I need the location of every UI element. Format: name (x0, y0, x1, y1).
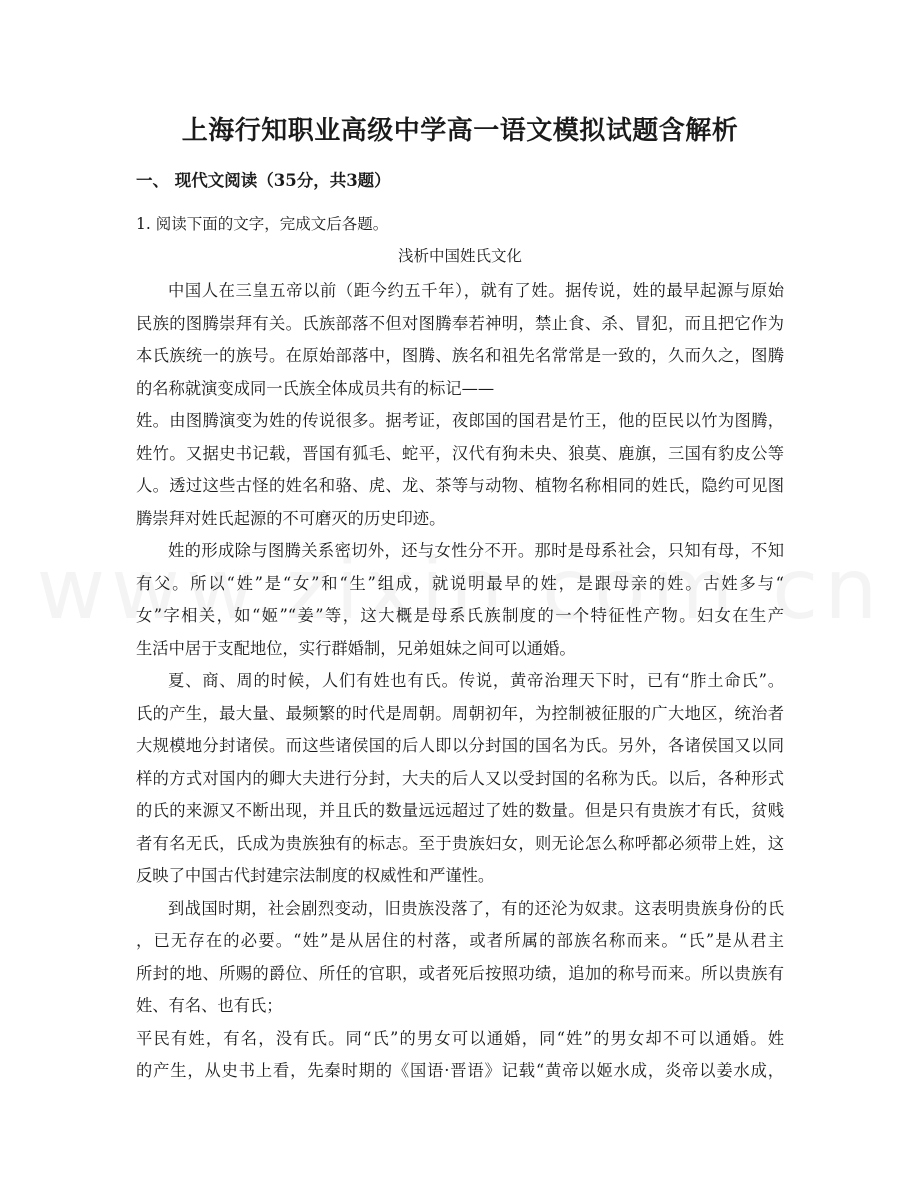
text-line: 者有名无氏，氏成为贵族独有的标志。至于贵族妇女，则无论怎么称呼都必须带上姓，这 (136, 833, 784, 853)
text-line: 姓的形成除与图腾关系密切外，还与女性分不开。那时是母系社会，只知有母，不知 (168, 541, 784, 560)
text-line: 反映了中国古代封建宗法制度的权威性和严谨性。 (136, 866, 495, 885)
text-line: 中国人在三皇五帝以前（距今约五千年），就有了姓。据传说，姓的最早起源与原始 (168, 281, 784, 300)
text-line: 样的方式对国内的卿大夫进行分封，大夫的后人又以受封国的名称为氏。以后，各种形式 (136, 768, 784, 788)
text-line: 姓竹。又据史书记载，晋国有狐毛、蛇平，汉代有狗未央、狼莫、鹿旗，三国有豹皮公等 (136, 443, 784, 463)
text-line: 有父。所以“姓”是“女”和“生”组成，就说明最早的姓，是跟母亲的姓。古姓多与“ (136, 573, 784, 593)
text-line: 腾崇拜对姓氏起源的不可磨灭的历史印迹。 (136, 508, 446, 528)
text-line: 女”字相关，如“姬”“姜”等，这大概是母系氏族制度的一个特征性产物。妇女在生产 (136, 606, 784, 625)
text-line: 到战国时期，社会剧烈变动，旧贵族没落了，有的还沦为奴隶。这表明贵族身份的氏 (168, 898, 784, 918)
passage-body (136, 275, 784, 1088)
text-line: 夏、商、周的时候，人们有姓也有氏。传说，黄帝治理天下时，已有“胙土命氏”。 (168, 671, 784, 690)
section-heading: 一、 现代文阅读（35分，共3题） (136, 171, 391, 190)
text-line: 氏的产生，最大量、最频繁的时代是周朝。周朝初年，为控制被征服的广大地区，统治者 (136, 703, 784, 723)
text-line: 所封的地、所赐的爵位、所任的官职，或者死后按照功绩，追加的称号而来。所以贵族有 (136, 963, 784, 983)
text-line: 民族的图腾崇拜有关。氏族部落不但对图腾奉若神明，禁止食、杀、冒犯，而且把它作为 (136, 313, 784, 333)
question-prompt: 1. 阅读下面的文字，完成文后各题。 (136, 215, 389, 233)
text-line: 的氏的来源又不断出现，并且氏的数量远远超过了姓的数量。但是只有贵族才有氏，贫贱 (136, 801, 784, 820)
text-line: 人。透过这些古怪的姓名和骆、虎、龙、茶等与动物、植物名称相同的姓氏，隐约可见图 (136, 476, 784, 495)
text-line: 本氏族统一的族号。在原始部落中，图腾、族名和祖先名常常是一致的，久而久之，图腾 (136, 346, 784, 365)
text-line: 平民有姓，有名，没有氏。同“氏”的男女可以通婚，同“姓”的男女却不可以通婚。姓 (136, 1028, 784, 1048)
text-line: 大规模地分封诸侯。而这些诸侯国的后人即以分封国的国名为氏。另外，各诸侯国又以同 (136, 736, 784, 755)
text-line: 的产生，从史书上看，先秦时期的《国语·晋语》记载“黄帝以姬水成，炎帝以姜水成， (136, 1061, 784, 1080)
text-line: 的名称就演变成同一氏族全体成员共有的标记—— (136, 378, 495, 398)
text-line: 姓。由图腾演变为姓的传说很多。据考证，夜郎国的国君是竹王，他的臣民以竹为图腾， (136, 411, 784, 430)
passage-title: 浅析中国姓氏文化 (397, 247, 522, 265)
text-line: 姓、有名、也有氏； (136, 996, 283, 1015)
text-line: 生活中居于支配地位，实行群婚制，兄弟姐妹之间可以通婚。 (136, 638, 576, 658)
text-line: ，已无存在的必要。“姓”是从居住的村落，或者所属的部族名称而来。“氏”是从君主 (136, 931, 784, 950)
document-title: 上海行知职业高级中学高一语文模拟试题含解析 (181, 116, 739, 146)
